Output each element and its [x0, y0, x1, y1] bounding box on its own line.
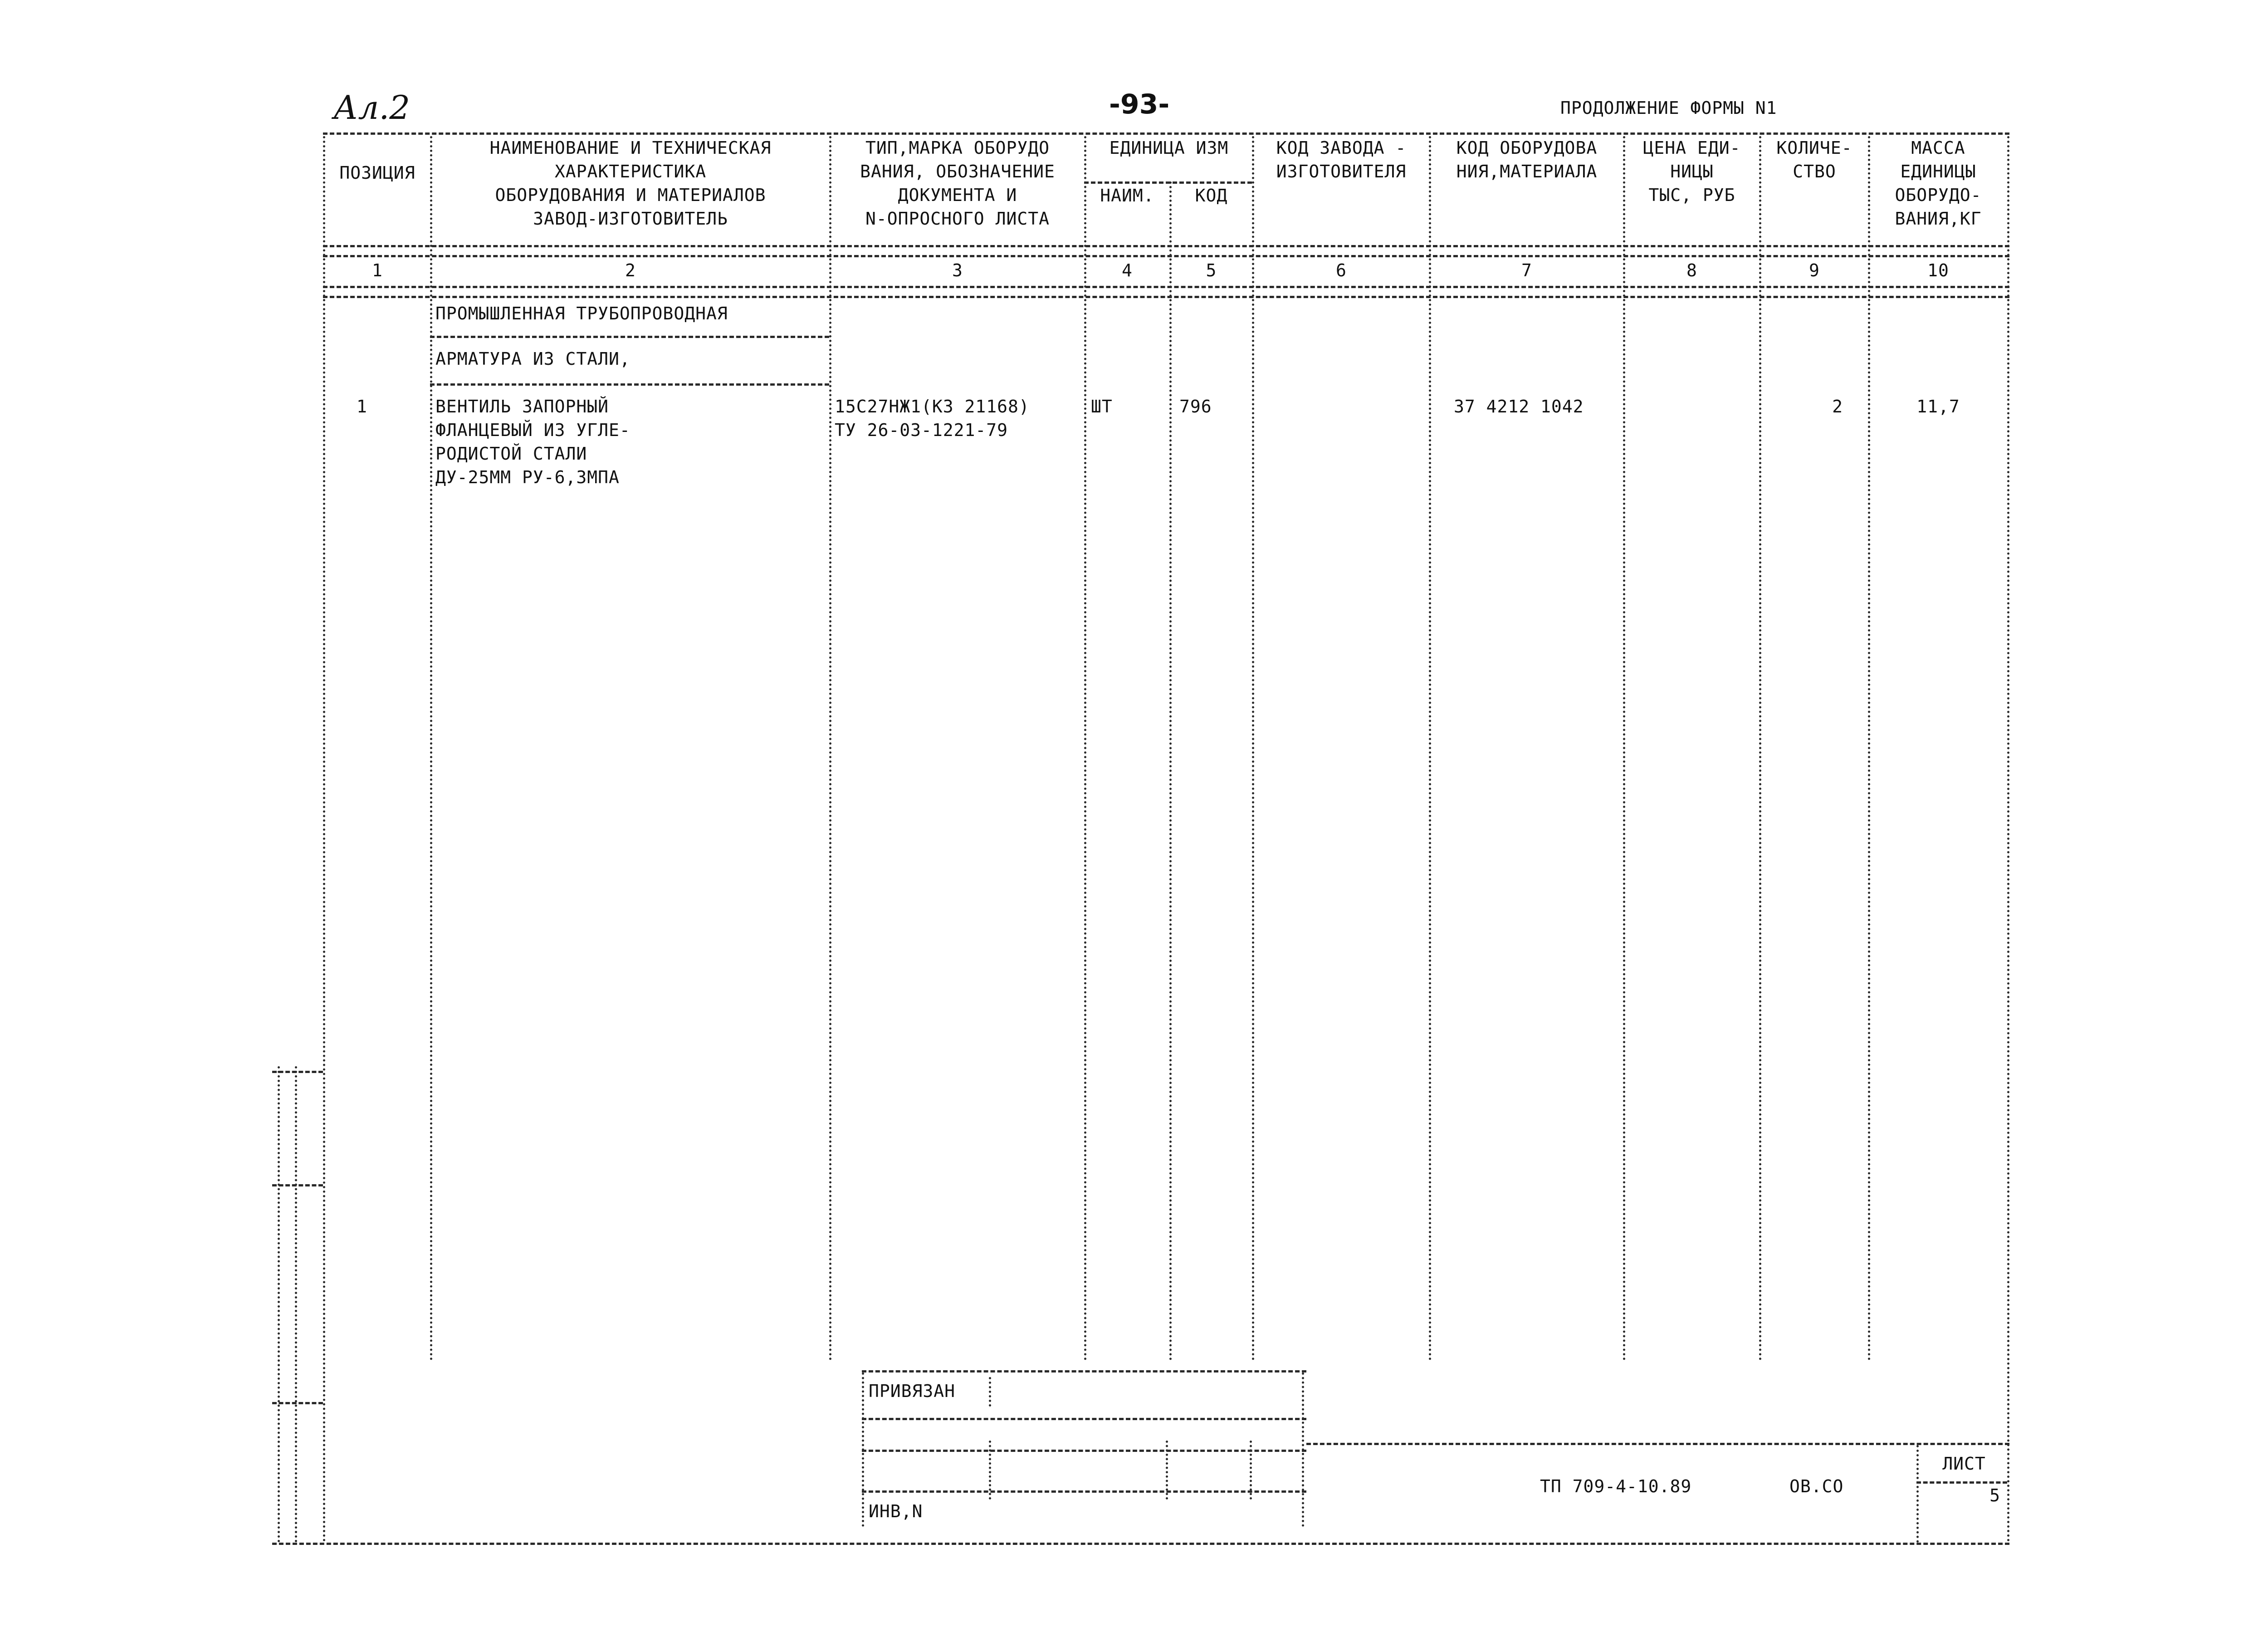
header-factory-line: ИЗГОТОВИТЕЛЯ [1276, 162, 1407, 181]
header-mass-line: ВАНИЯ,КГ [1895, 209, 1982, 229]
row-unit-name: ШТ [1091, 397, 1113, 417]
page-bottom-rule [272, 1543, 2009, 1545]
row-type-line: ТУ 26-03-1221-79 [835, 420, 1008, 440]
header-type-line: ДОКУМЕНТА И [898, 185, 1017, 205]
column-number: 8 [1686, 260, 1697, 280]
column-number: 4 [1122, 260, 1133, 280]
margin-strip-line [295, 1066, 297, 1543]
form-continuation: ПРОДОЛЖЕНИЕ ФОРМЫ N1 [1560, 98, 1777, 118]
header-price [1625, 136, 1759, 207]
header-name-line: ЗАВОД-ИЗГОТОВИТЕЛЬ [533, 209, 728, 229]
header-price-line: НИЦЫ [1670, 162, 1714, 181]
colnum-bottom-rule [323, 286, 2009, 288]
col-line-2 [829, 136, 831, 1361]
column-number: 6 [1336, 260, 1347, 280]
header-unit-group: ЕДИНИЦА ИЗМ [1109, 138, 1229, 158]
col-line-5 [1252, 136, 1254, 1361]
header-type-line: ТИП,МАРКА ОБОРУДО [865, 138, 1050, 158]
header-mass-line: ЕДИНИЦЫ [1900, 162, 1976, 181]
row-mass: 11,7 [1916, 397, 1960, 417]
header-mass-line: МАССА [1911, 138, 1965, 158]
header-position: ПОЗИЦИЯ [339, 163, 415, 183]
header-bottom-rule [323, 245, 2009, 247]
row-type-line: 15С27НЖ1(К3 21168) [835, 397, 1030, 417]
margin-strip-line [278, 1066, 280, 1543]
header-type-line: N-ОПРОСНОГО ЛИСТА [865, 209, 1050, 229]
stamp-cell-line [989, 1377, 991, 1407]
col-line-8 [1759, 136, 1761, 1361]
col-line-1 [430, 136, 432, 1361]
row-name-line: ФЛАНЦЕВЫЙ ИЗ УГЛЕ- [435, 420, 631, 440]
column-number: 7 [1521, 260, 1532, 280]
header-equipment-code [1431, 136, 1623, 183]
header-unit-name: НАИМ. [1100, 186, 1154, 206]
column-number: 1 [372, 260, 383, 280]
header-factory-code [1254, 136, 1428, 183]
header-equipment-line: НИЯ,МАТЕРИАЛА [1456, 162, 1598, 181]
header-equipment-line: КОД ОБОРУДОВА [1456, 138, 1598, 158]
margin-strip-rule [272, 1402, 323, 1404]
col-line-3 [1084, 136, 1086, 1361]
column-number: 3 [952, 260, 963, 280]
header-name-line: НАИМЕНОВАНИЕ И ТЕХНИЧЕСКАЯ [489, 138, 772, 158]
page-number: -93- [1109, 88, 1170, 120]
header-quantity [1761, 136, 1867, 183]
row-name [435, 395, 631, 489]
header-quantity-line: СТВО [1793, 162, 1836, 181]
row-name-line: ДУ-25ММ РУ-6,3МПА [435, 467, 620, 487]
section-line: АРМАТУРА ИЗ СТАЛИ, [435, 349, 631, 369]
row-name-line: РОДИСТОЙ СТАЛИ [435, 444, 587, 464]
titleblock-top-rule [1306, 1443, 2009, 1445]
header-price-line: ЦЕНА ЕДИ- [1643, 138, 1741, 158]
row-name-line: ВЕНТИЛЬ ЗАПОРНЫЙ [435, 397, 609, 417]
row-quantity: 2 [1832, 397, 1843, 417]
stamp-rule [862, 1490, 1306, 1493]
col-line-right [2007, 136, 2009, 1543]
header-type [832, 136, 1083, 230]
header-unit-code: КОД [1195, 186, 1228, 206]
handwritten-mark: Ал.2 [333, 88, 411, 127]
header-mass [1870, 136, 2006, 230]
header-name-line: ОБОРУДОВАНИЯ И МАТЕРИАЛОВ [495, 185, 766, 205]
sheet-label: ЛИСТ [1942, 1454, 1986, 1474]
col-line-4 [1169, 181, 1172, 1361]
doc-code: ТП 709-4-10.89 [1540, 1476, 1692, 1496]
column-number: 5 [1206, 260, 1217, 280]
table-top-rule [323, 132, 2009, 135]
section-line: ПРОМЫШЛЕННАЯ ТРУБОПРОВОДНАЯ [435, 304, 728, 323]
header-factory-line: КОД ЗАВОДА - [1276, 138, 1407, 158]
header-price-line: ТЫС, РУБ [1648, 185, 1735, 205]
header-name [433, 136, 828, 230]
stamp-cell-line [1166, 1441, 1168, 1500]
stamp-bound-label: ПРИВЯЗАН [869, 1381, 956, 1401]
header-mass-line: ОБОРУДО- [1895, 185, 1982, 205]
column-number: 9 [1809, 260, 1820, 280]
header-quantity-line: КОЛИЧЕ- [1776, 138, 1853, 158]
stamp-cell-line [1250, 1441, 1252, 1500]
stamp-rule [862, 1418, 1306, 1420]
col-line-6 [1429, 136, 1431, 1361]
titleblock-sheet-line [1916, 1445, 1919, 1543]
header-type-line: ВАНИЯ, ОБОЗНАЧЕНИЕ [860, 162, 1055, 181]
header-name-line: ХАРАКТЕРИСТИКА [554, 162, 707, 181]
col-line-left [323, 136, 325, 1543]
column-number: 10 [1927, 260, 1949, 280]
section-rule-2 [430, 383, 829, 386]
col-line-9 [1868, 136, 1870, 1361]
stamp-inv-label: ИНВ,N [869, 1501, 923, 1521]
column-number: 2 [625, 260, 636, 280]
margin-strip-rule [272, 1071, 323, 1073]
row-equipment-code: 37 4212 1042 [1454, 397, 1584, 417]
body-top-rule [323, 296, 2009, 298]
sheet-number: 5 [1989, 1485, 2000, 1505]
row-type [835, 395, 1030, 442]
row-unit-code: 796 [1179, 397, 1212, 417]
row-position: 1 [357, 397, 367, 417]
col-line-7 [1623, 136, 1625, 1361]
section-rule-1 [430, 336, 829, 338]
stamp-top-rule [862, 1370, 1306, 1372]
stamp-cell-line [989, 1441, 991, 1500]
margin-strip-rule [272, 1184, 323, 1186]
doc-suffix: ОВ.СО [1789, 1476, 1844, 1496]
stamp-rule [862, 1450, 1306, 1452]
colnum-top-rule [323, 255, 2009, 257]
